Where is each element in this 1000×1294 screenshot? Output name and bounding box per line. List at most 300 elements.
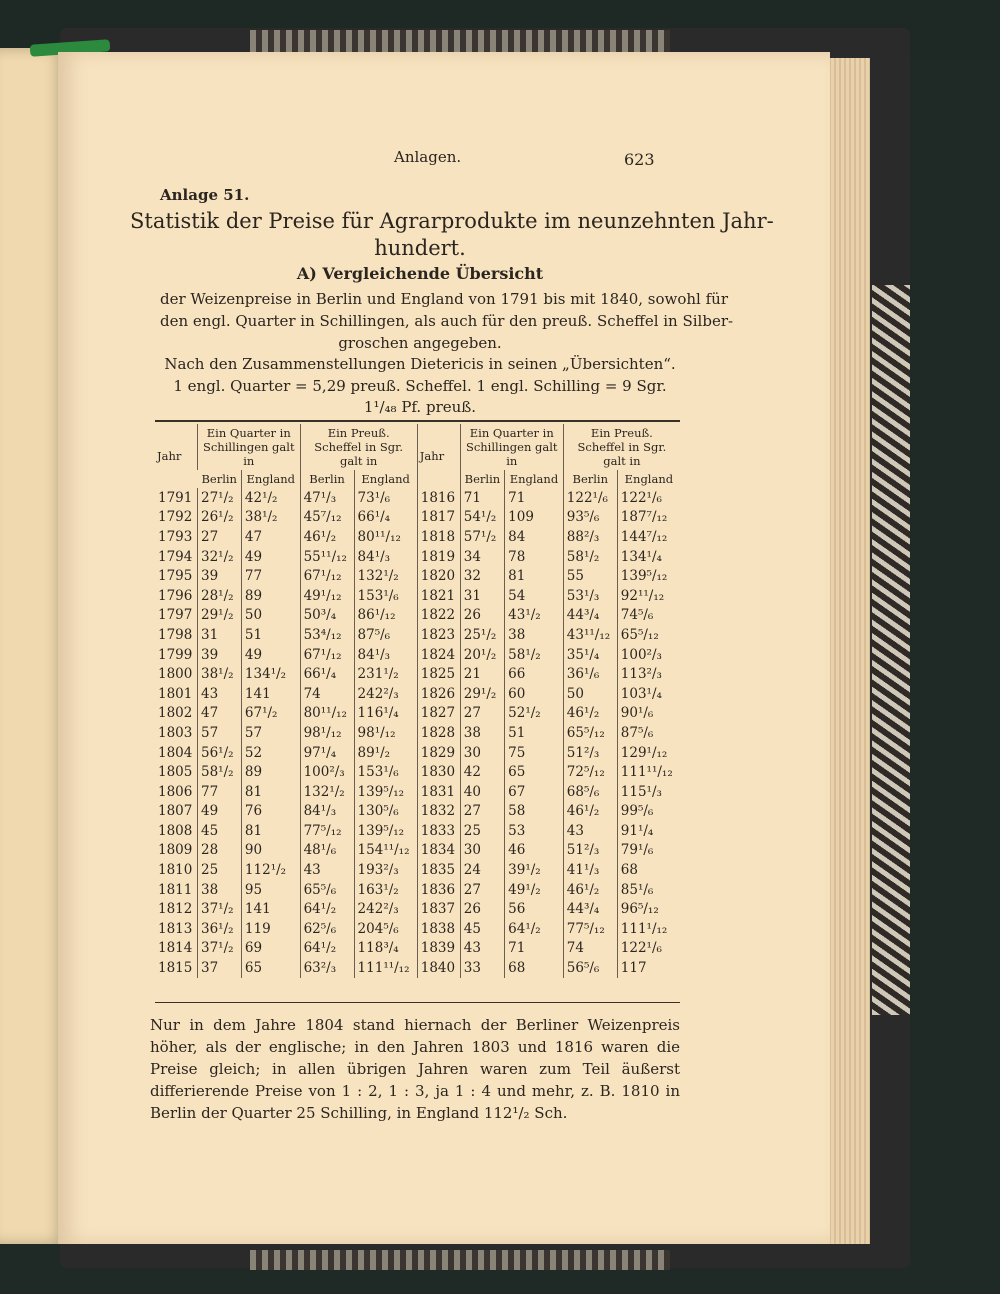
price-cell: 87⁵/₆ — [617, 723, 680, 743]
price-cell: 57¹/₂ — [460, 527, 504, 547]
price-cell: 36¹/₆ — [563, 664, 617, 684]
year-cell: 1794 — [158, 548, 193, 565]
table-row — [155, 527, 680, 547]
price-cell: 153¹/₆ — [354, 762, 417, 782]
price-cell: 187⁷/₁₂ — [617, 508, 680, 528]
price-cell: 44³/₄ — [563, 606, 617, 626]
price-cell: 100²/₃ — [300, 762, 354, 782]
price-cell: 46 — [505, 841, 564, 861]
price-cell: 85¹/₆ — [617, 880, 680, 900]
price-cell: 97¹/₄ — [300, 743, 354, 763]
table-row — [155, 566, 680, 586]
table-row — [155, 782, 680, 802]
year-cell: 1832 — [417, 802, 460, 822]
price-cell: 49¹/₂ — [505, 880, 564, 900]
price-cell: 122¹/₆ — [617, 939, 680, 959]
price-cell: 130⁵/₆ — [354, 802, 417, 822]
year-cell: 1791 — [158, 489, 193, 506]
year-cell: 1823 — [417, 625, 460, 645]
price-cell: 122¹/₆ — [617, 488, 680, 508]
price-cell: 49¹/₁₂ — [300, 586, 354, 606]
price-cell: 141 — [241, 684, 300, 704]
price-cell: 92¹¹/₁₂ — [617, 586, 680, 606]
running-head: Anlagen. — [394, 148, 462, 166]
closing-paragraph: Nur in dem Jahre 1804 stand hiernach der Berliner Weizenpreis höher, als der englische; in den Jahren 1803 und 1816 waren die Preise gleich; in allen übrigen Jahren waren zum Teil äußerst differierende Preise von 1 : 2, 1 : 3, ja 1 : 4 und mehr, z. B. 1810 in Berlin der Quarter 25 Schilling, in England 112¹/₂ Sch. — [150, 1016, 680, 1122]
price-cell: 134¹/₂ — [241, 664, 300, 684]
price-cell: 129¹/₁₂ — [617, 743, 680, 763]
year-cell: 1804 — [158, 744, 193, 761]
table-row — [155, 664, 680, 684]
year-cell: 1818 — [417, 527, 460, 547]
year-cell: 1820 — [417, 566, 460, 586]
price-cell: 139⁵/₁₂ — [354, 782, 417, 802]
price-cell: 84¹/₃ — [354, 547, 417, 567]
table-body — [155, 488, 680, 978]
price-cell: 84¹/₃ — [354, 645, 417, 665]
year-cell: 1812 — [158, 901, 193, 918]
price-cell: 32 — [460, 566, 504, 586]
table-row — [155, 860, 680, 880]
table-row — [155, 606, 680, 626]
price-cell: 153¹/₆ — [354, 586, 417, 606]
price-cell: 43 — [198, 684, 242, 704]
price-cell: 65⁵/₁₂ — [617, 625, 680, 645]
price-cell: 26 — [460, 606, 504, 626]
year-cell: 1799 — [158, 646, 193, 663]
price-cell: 43¹¹/₁₂ — [563, 625, 617, 645]
price-cell: 27 — [198, 527, 242, 547]
price-cell: 49 — [241, 645, 300, 665]
price-cell: 74 — [563, 939, 617, 959]
price-cell: 39 — [198, 645, 242, 665]
table-row — [155, 939, 680, 959]
price-cell: 32¹/₂ — [198, 547, 242, 567]
price-cell: 71 — [460, 488, 504, 508]
price-cell: 100²/₃ — [617, 645, 680, 665]
year-cell: 1807 — [158, 803, 193, 820]
appendix-label: Anlage 51. — [160, 186, 250, 204]
price-cell: 62⁵/₆ — [300, 919, 354, 939]
price-cell: 113²/₃ — [617, 664, 680, 684]
price-cell: 39 — [198, 566, 242, 586]
title-line-1: Statistik der Preise für Agrarprodukte im neunzehnten Jahr- — [130, 209, 774, 233]
price-cell: 55¹¹/₁₂ — [300, 547, 354, 567]
price-cell: 43 — [460, 939, 504, 959]
price-cell: 25 — [460, 821, 504, 841]
price-cell: 117 — [617, 958, 680, 978]
marbled-edge-right — [872, 285, 910, 1015]
price-cell: 38 — [505, 625, 564, 645]
price-cell: 47 — [198, 704, 242, 724]
price-cell: 64¹/₂ — [505, 919, 564, 939]
price-cell: 90 — [241, 841, 300, 861]
price-cell: 71 — [505, 939, 564, 959]
price-cell: 37 — [198, 958, 242, 978]
price-cell: 54¹/₂ — [460, 508, 504, 528]
price-cell: 52¹/₂ — [505, 704, 564, 724]
price-cell: 81 — [241, 821, 300, 841]
price-cell: 163¹/₂ — [354, 880, 417, 900]
price-cell: 27 — [460, 802, 504, 822]
price-cell: 56¹/₂ — [198, 743, 242, 763]
price-cell: 67¹/₁₂ — [300, 566, 354, 586]
price-cell: 76 — [241, 802, 300, 822]
table-row — [155, 802, 680, 822]
price-cell: 65⁵/₆ — [300, 880, 354, 900]
year-cell: 1802 — [158, 705, 193, 722]
price-cell: 37¹/₂ — [198, 899, 242, 919]
year-cell: 1835 — [417, 860, 460, 880]
price-cell: 242²/₃ — [354, 899, 417, 919]
year-cell: 1838 — [417, 919, 460, 939]
price-cell: 81 — [505, 566, 564, 586]
price-cell: 43¹/₂ — [505, 606, 564, 626]
table-row — [155, 841, 680, 861]
price-cell: 115¹/₃ — [617, 782, 680, 802]
price-cell: 44³/₄ — [563, 899, 617, 919]
price-cell: 52 — [241, 743, 300, 763]
header-berlin: Berlin — [300, 470, 354, 488]
price-cell: 68⁵/₆ — [563, 782, 617, 802]
conversion-line-2: 1¹/₄₈ Pf. preuß. — [363, 398, 477, 416]
year-cell: 1817 — [417, 508, 460, 528]
price-cell: 57 — [198, 723, 242, 743]
header-year-right: Jahr — [417, 424, 460, 488]
price-cell: 193²/₃ — [354, 860, 417, 880]
source-line: Nach den Zusammenstellungen Dietericis in seinen „Übersichten“. — [164, 355, 676, 373]
price-cell: 47 — [241, 527, 300, 547]
table-row — [155, 547, 680, 567]
price-cell: 63²/₃ — [300, 958, 354, 978]
year-cell: 1815 — [158, 960, 193, 977]
year-cell: 1806 — [158, 783, 193, 800]
price-cell: 84 — [505, 527, 564, 547]
price-cell: 144⁷/₁₂ — [617, 527, 680, 547]
header-england: England — [241, 470, 300, 488]
price-cell: 51²/₃ — [563, 743, 617, 763]
year-cell: 1824 — [417, 645, 460, 665]
price-cell: 51 — [241, 625, 300, 645]
price-cell: 65 — [241, 958, 300, 978]
price-cell: 87⁵/₆ — [354, 625, 417, 645]
year-cell: 1825 — [417, 664, 460, 684]
table-row — [155, 958, 680, 978]
table-top-rule — [155, 420, 680, 422]
price-cell: 80¹¹/₁₂ — [354, 527, 417, 547]
title-line-2: hundert. — [374, 236, 466, 260]
price-cell: 49 — [241, 547, 300, 567]
price-cell: 118³/₄ — [354, 939, 417, 959]
price-cell: 67 — [505, 782, 564, 802]
header-quarter-right: Ein Quarter in Schillingen galt in — [460, 424, 563, 470]
price-cell: 50 — [563, 684, 617, 704]
price-cell: 64¹/₂ — [300, 899, 354, 919]
price-cell: 48¹/₆ — [300, 841, 354, 861]
price-cell: 132¹/₂ — [354, 566, 417, 586]
table-row — [155, 586, 680, 606]
table-row — [155, 821, 680, 841]
table-row — [155, 625, 680, 645]
price-cell: 81 — [241, 782, 300, 802]
price-cell: 89¹/₂ — [354, 743, 417, 763]
year-cell: 1813 — [158, 920, 193, 937]
year-cell: 1810 — [158, 862, 193, 879]
price-cell: 132¹/₂ — [300, 782, 354, 802]
year-cell: 1798 — [158, 626, 193, 643]
price-cell: 141 — [241, 899, 300, 919]
price-cell: 51 — [505, 723, 564, 743]
year-cell: 1795 — [158, 568, 193, 585]
table-row — [155, 723, 680, 743]
price-cell: 72⁵/₁₂ — [563, 762, 617, 782]
year-cell: 1814 — [158, 940, 193, 957]
price-cell: 39¹/₂ — [505, 860, 564, 880]
price-cell: 56⁵/₆ — [563, 958, 617, 978]
header-scheffel-right: Ein Preuß. Scheffel in Sgr. galt in — [563, 424, 680, 470]
price-cell: 65⁵/₁₂ — [563, 723, 617, 743]
year-cell: 1809 — [158, 842, 193, 859]
price-cell: 38¹/₂ — [241, 508, 300, 528]
price-cell: 79¹/₆ — [617, 841, 680, 861]
price-cell: 21 — [460, 664, 504, 684]
price-cell: 91¹/₄ — [617, 821, 680, 841]
table-row — [155, 508, 680, 528]
price-cell: 58 — [505, 802, 564, 822]
price-cell: 27 — [460, 704, 504, 724]
price-cell: 53¹/₃ — [563, 586, 617, 606]
table-bottom-rule — [155, 1002, 680, 1003]
price-cell: 77⁵/₁₂ — [563, 919, 617, 939]
price-cell: 49 — [198, 802, 242, 822]
table-row — [155, 743, 680, 763]
price-cell: 45 — [460, 919, 504, 939]
price-cell: 28¹/₂ — [198, 586, 242, 606]
year-cell: 1801 — [158, 685, 193, 702]
price-cell: 60 — [505, 684, 564, 704]
price-cell: 95 — [241, 880, 300, 900]
price-cell: 93⁵/₆ — [563, 508, 617, 528]
price-cell: 86¹/₁₂ — [354, 606, 417, 626]
year-cell: 1837 — [417, 899, 460, 919]
price-cell: 65 — [505, 762, 564, 782]
price-cell: 42¹/₂ — [241, 488, 300, 508]
header-scheffel-left: Ein Preuß. Scheffel in Sgr. galt in — [300, 424, 417, 470]
year-cell: 1821 — [417, 586, 460, 606]
table-row — [155, 684, 680, 704]
header-berlin: Berlin — [460, 470, 504, 488]
price-cell: 88²/₃ — [563, 527, 617, 547]
intro-line-1: der Weizenpreise in Berlin und England von 1791 bis mit 1840, sowohl für — [160, 290, 728, 308]
price-cell: 38 — [460, 723, 504, 743]
table-row — [155, 899, 680, 919]
header-england: England — [505, 470, 564, 488]
price-cell: 89 — [241, 762, 300, 782]
price-cell: 112¹/₂ — [241, 860, 300, 880]
price-cell: 31 — [460, 586, 504, 606]
price-cell: 66 — [505, 664, 564, 684]
year-cell: 1839 — [417, 939, 460, 959]
price-cell: 20¹/₂ — [460, 645, 504, 665]
year-cell: 1840 — [417, 958, 460, 978]
price-cell: 50³/₄ — [300, 606, 354, 626]
header-england: England — [354, 470, 417, 488]
price-cell: 47¹/₃ — [300, 488, 354, 508]
price-cell: 27 — [460, 880, 504, 900]
year-cell: 1830 — [417, 762, 460, 782]
price-cell: 45 — [198, 821, 242, 841]
price-cell: 51²/₃ — [563, 841, 617, 861]
year-cell: 1819 — [417, 547, 460, 567]
marbled-edge-bottom — [250, 1250, 670, 1270]
price-cell: 111¹¹/₁₂ — [354, 958, 417, 978]
price-cell: 109 — [505, 508, 564, 528]
header-berlin: Berlin — [201, 472, 237, 486]
price-cell: 96⁵/₁₂ — [617, 899, 680, 919]
year-cell: 1793 — [158, 528, 193, 545]
year-cell: 1808 — [158, 822, 193, 839]
marbled-edge-top — [250, 30, 670, 52]
year-cell: 1827 — [417, 704, 460, 724]
year-cell: 1826 — [417, 684, 460, 704]
price-cell: 55 — [563, 566, 617, 586]
price-cell: 154¹¹/₁₂ — [354, 841, 417, 861]
price-cell: 84¹/₃ — [300, 802, 354, 822]
price-cell: 58¹/₂ — [505, 645, 564, 665]
price-cell: 78 — [505, 547, 564, 567]
price-cell: 204⁵/₆ — [354, 919, 417, 939]
price-cell: 38 — [198, 880, 242, 900]
price-cell: 42 — [460, 762, 504, 782]
price-cell: 66¹/₄ — [300, 664, 354, 684]
price-cell: 77 — [241, 566, 300, 586]
price-cell: 111¹/₁₂ — [617, 919, 680, 939]
price-cell: 40 — [460, 782, 504, 802]
price-cell: 89 — [241, 586, 300, 606]
year-cell: 1797 — [158, 607, 193, 624]
price-cell: 73¹/₆ — [354, 488, 417, 508]
price-cell: 74⁵/₆ — [617, 606, 680, 626]
price-cell: 53⁴/₁₂ — [300, 625, 354, 645]
year-cell: 1816 — [417, 488, 460, 508]
intro-line-2: den engl. Quarter in Schillingen, als auch für den preuß. Scheffel in Silber- — [160, 312, 734, 330]
price-cell: 30 — [460, 841, 504, 861]
price-cell: 67¹/₁₂ — [300, 645, 354, 665]
price-cell: 26 — [460, 899, 504, 919]
price-cell: 116¹/₄ — [354, 704, 417, 724]
price-cell: 30 — [460, 743, 504, 763]
table-row — [155, 488, 680, 508]
year-cell: 1822 — [417, 606, 460, 626]
price-cell: 77 — [198, 782, 242, 802]
price-cell: 231¹/₂ — [354, 664, 417, 684]
header-berlin: Berlin — [563, 470, 617, 488]
price-cell: 139⁵/₁₂ — [617, 566, 680, 586]
price-cell: 99⁵/₆ — [617, 802, 680, 822]
year-cell: 1805 — [158, 764, 193, 781]
year-cell: 1796 — [158, 587, 193, 604]
price-cell: 43 — [563, 821, 617, 841]
table-row — [155, 880, 680, 900]
price-cell: 36¹/₂ — [198, 919, 242, 939]
price-cell: 31 — [198, 625, 242, 645]
price-cell: 27¹/₂ — [198, 488, 242, 508]
year-cell: 1792 — [158, 509, 193, 526]
year-cell: 1836 — [417, 880, 460, 900]
price-cell: 46¹/₂ — [563, 880, 617, 900]
price-cell: 80¹¹/₁₂ — [300, 704, 354, 724]
price-cell: 68 — [617, 860, 680, 880]
price-cell: 33 — [460, 958, 504, 978]
price-cell: 46¹/₂ — [563, 704, 617, 724]
intro-line-3: groschen angegeben. — [338, 334, 502, 352]
price-cell: 24 — [460, 860, 504, 880]
price-cell: 66¹/₄ — [354, 508, 417, 528]
price-table — [155, 424, 680, 978]
year-cell: 1800 — [158, 666, 193, 683]
table-row — [155, 704, 680, 724]
price-cell: 111¹¹/₁₂ — [617, 762, 680, 782]
price-cell: 25¹/₂ — [460, 625, 504, 645]
price-cell: 28 — [198, 841, 242, 861]
year-cell: 1803 — [158, 724, 193, 741]
page-edges — [826, 58, 870, 1244]
price-cell: 56 — [505, 899, 564, 919]
table-row — [155, 919, 680, 939]
price-cell: 35¹/₄ — [563, 645, 617, 665]
price-cell: 71 — [505, 488, 564, 508]
price-cell: 58¹/₂ — [563, 547, 617, 567]
price-cell: 37¹/₂ — [198, 939, 242, 959]
price-cell: 67¹/₂ — [241, 704, 300, 724]
price-cell: 43 — [300, 860, 354, 880]
price-cell: 242²/₃ — [354, 684, 417, 704]
price-cell: 25 — [198, 860, 242, 880]
price-cell: 68 — [505, 958, 564, 978]
header-quarter-left: Ein Quarter in Schillingen galt in — [198, 424, 301, 470]
conversion-line-1: 1 engl. Quarter = 5,29 preuß. Scheffel. 1 engl. Schilling = 9 Sgr. — [173, 377, 667, 395]
price-cell: 122¹/₆ — [563, 488, 617, 508]
price-cell: 58¹/₂ — [198, 762, 242, 782]
price-cell: 119 — [241, 919, 300, 939]
table-row — [155, 762, 680, 782]
price-cell: 90¹/₆ — [617, 704, 680, 724]
header-year-left: Jahr — [157, 449, 182, 463]
price-cell: 57 — [241, 723, 300, 743]
price-cell: 45⁷/₁₂ — [300, 508, 354, 528]
price-cell: 54 — [505, 586, 564, 606]
year-cell: 1834 — [417, 841, 460, 861]
price-cell: 98¹/₁₂ — [354, 723, 417, 743]
price-cell: 26¹/₂ — [198, 508, 242, 528]
price-cell: 53 — [505, 821, 564, 841]
year-cell: 1828 — [417, 723, 460, 743]
price-cell: 64¹/₂ — [300, 939, 354, 959]
year-cell: 1833 — [417, 821, 460, 841]
price-cell: 50 — [241, 606, 300, 626]
price-cell: 74 — [300, 684, 354, 704]
year-cell: 1829 — [417, 743, 460, 763]
price-cell: 77⁵/₁₂ — [300, 821, 354, 841]
price-cell: 46¹/₂ — [300, 527, 354, 547]
price-cell: 38¹/₂ — [198, 664, 242, 684]
price-cell: 29¹/₂ — [198, 606, 242, 626]
price-cell: 29¹/₂ — [460, 684, 504, 704]
year-cell: 1831 — [417, 782, 460, 802]
price-cell: 103¹/₄ — [617, 684, 680, 704]
price-cell: 134¹/₄ — [617, 547, 680, 567]
price-cell: 34 — [460, 547, 504, 567]
price-cell: 75 — [505, 743, 564, 763]
